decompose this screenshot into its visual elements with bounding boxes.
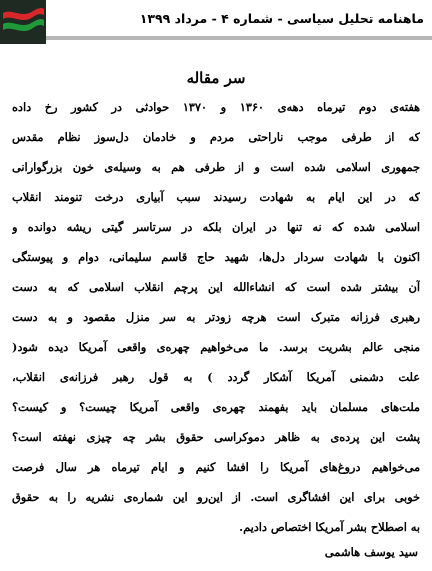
article-line: آن بیشتر شده است که انشاءالله این پرچم انقلاب اسلامی که به دست (12, 280, 420, 294)
article-line: منجی عالم بشریت برسد. ما می‌خواهیم چهره‌ی واقعی آمریکا دیده شود( (12, 340, 420, 354)
article-line: اسلامی شده که نه تنها در ایران بلکه در سرتاسر گیتی ریشه دوانده و (12, 220, 420, 234)
article-line: ملت‌های مسلمان باید بفهمند چهره‌ی واقعی آمریکا چیست؟ و کیست؟ (12, 400, 420, 414)
header-divider (46, 36, 432, 40)
article-title: سر مقاله (186, 69, 246, 87)
article-line: پشت این پرده‌ی به ظاهر دموکراسی حقوق بشر چه چیزی نهفته است؟ (12, 430, 420, 444)
article-line: رهبری فرزانه متبرک است هرچه زودتر به سر منزل مقصود و به دست (12, 310, 420, 324)
article-line: اکنون با شهادت سردار دل‌ها، شهید حاج قاسم سلیمانی، دوام و پیوستگی (12, 250, 420, 264)
article-line: که از طرفی موجب ناراحتی مردم و خادمان دل‌سوز نظام مقدس (12, 130, 420, 144)
article-line: به اصطلاح بشر آمریکا اختصاص دادیم. (239, 520, 420, 534)
article-body (12, 92, 420, 542)
page-header (0, 0, 432, 44)
article-line: علت دشمنی آمریکا آشکار گردد ) به قول رهبر فرزانه‌ی انقلاب، (12, 370, 420, 384)
article-line: می‌خواهیم دروغ‌های آمریکا را افشا کنیم و ایام تیرماه هر سال فرصت (12, 460, 420, 474)
article-line: خوبی برای این افشاگری است. از این‌رو این شماره‌ی نشریه را به حقوق (12, 490, 420, 504)
article-line: جمهوری اسلامی شده است و از طرفی هم به وسیله‌ی خون بزرگوارانی (12, 160, 420, 174)
author-signature: سید یوسف هاشمی (324, 545, 418, 559)
magazine-logo (0, 0, 46, 44)
header-title: ماهنامه تحلیل سیاسی - شماره ۴ - مرداد ۱۳۹۹ (139, 11, 424, 26)
red-green-wave-logo-icon (0, 0, 46, 44)
article-line: هفته‌ی دوم تیرماه دهه‌ی ۱۳۶۰ و ۱۳۷۰ حوادثی در کشور رخ داده (12, 100, 420, 114)
article-line: که در این ایام به شهادت رسیدند سبب آبیاری درخت تنومند انقلاب (12, 190, 420, 204)
